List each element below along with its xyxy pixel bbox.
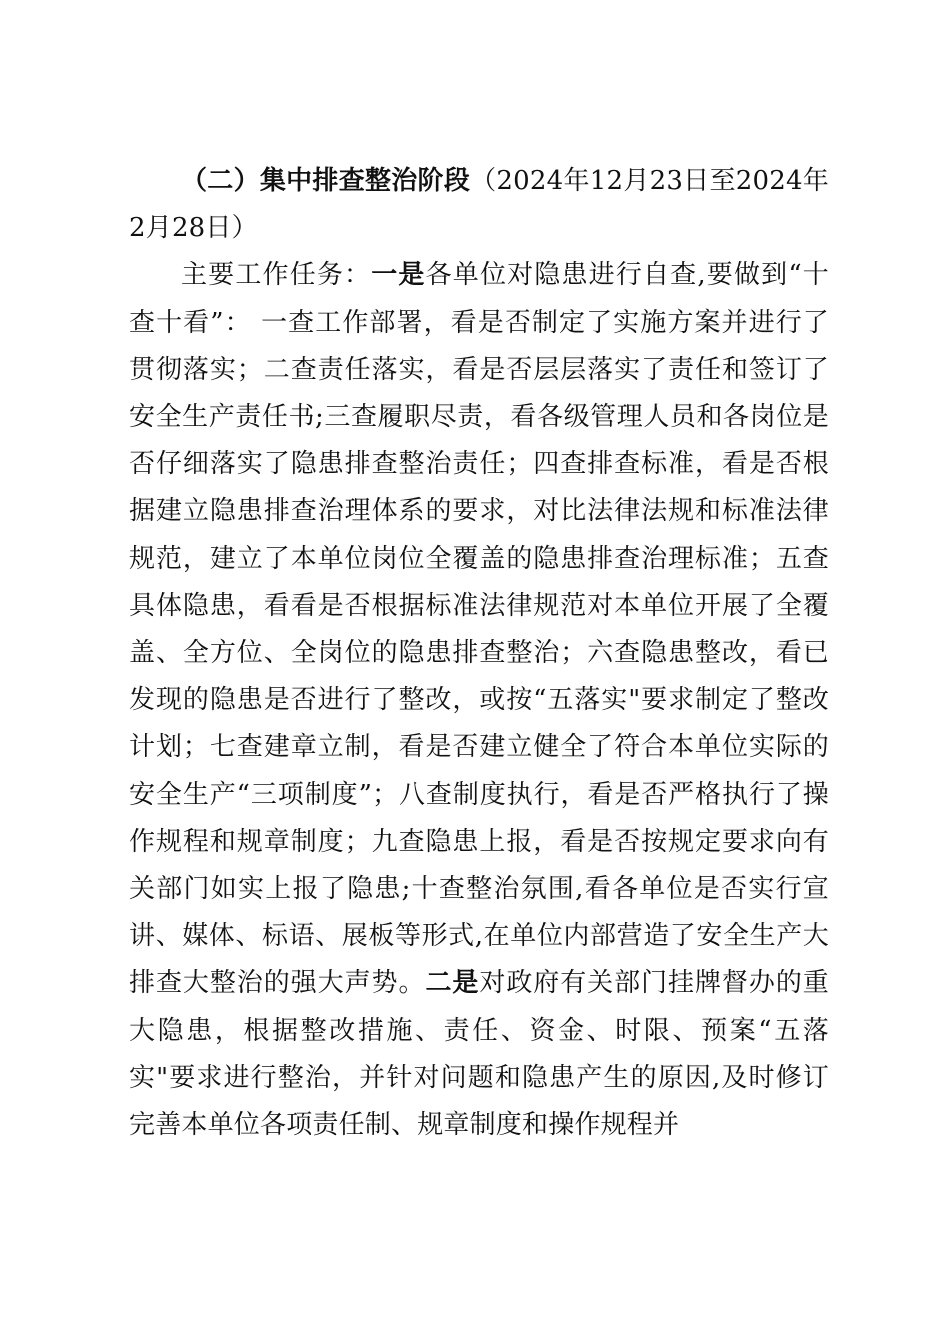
first-body: 各单位对隐患进行自查,要做到“十查十看”： 一查工作部署，看是否制定了实施方案并进行了贯彻落实；二查责任落实，看是否层层落实了责任和签订了安全生产责任书;三查履职尽责，看各级管理人员和各岗位是否仔细落实了隐患排查整治责任；四查排查标准，看是否根据建立隐患排查治理体系的要求，对比法律法规和标准法律规范，建立了本单位岗位全覆盖的隐患排查治理标准；五查具体隐患，看看是否根据标准法律规范对本单位开展了全覆盖、全方位、全岗位的隐患排查整治；六查隐患整改，看已发现的隐患是否进行了整改，或按“五落实"要求制定了整改计划；七查建章立制，看是否建立健全了符合本单位实际的安全生产“三项制度”；八查制度执行，看是否严格执行了操作规程和规章制度；九查隐患上报，看是否按规定要求向有关部门如实上报了隐患;十查整治氛围,看各单位是否实行宣讲、媒体、标语、展板等形式,在单位内部营造了安全生产大排查大整治的强大声势。 bbox=[129, 260, 829, 999]
second-marker: 二是 bbox=[425, 968, 480, 999]
section-heading bbox=[129, 158, 829, 252]
task-paragraph bbox=[129, 252, 829, 1149]
section-heading-title: （二）集中排查整治阶段 bbox=[181, 166, 471, 196]
task-lead: 主要工作任务： bbox=[181, 260, 372, 291]
first-marker: 一是 bbox=[371, 260, 426, 291]
document-page bbox=[129, 158, 829, 1149]
section-heading-date-range: （2024年12月23日至2024年2月28日） bbox=[129, 166, 830, 244]
second-body: 对政府有关部门挂牌督办的重大隐患，根据整改措施、责任、资金、时限、预案“五落实"要求进行整治，并针对问题和隐患产生的原因,及时修订完善本单位各项责任制、规章制度和操作规程并 bbox=[129, 968, 829, 1141]
